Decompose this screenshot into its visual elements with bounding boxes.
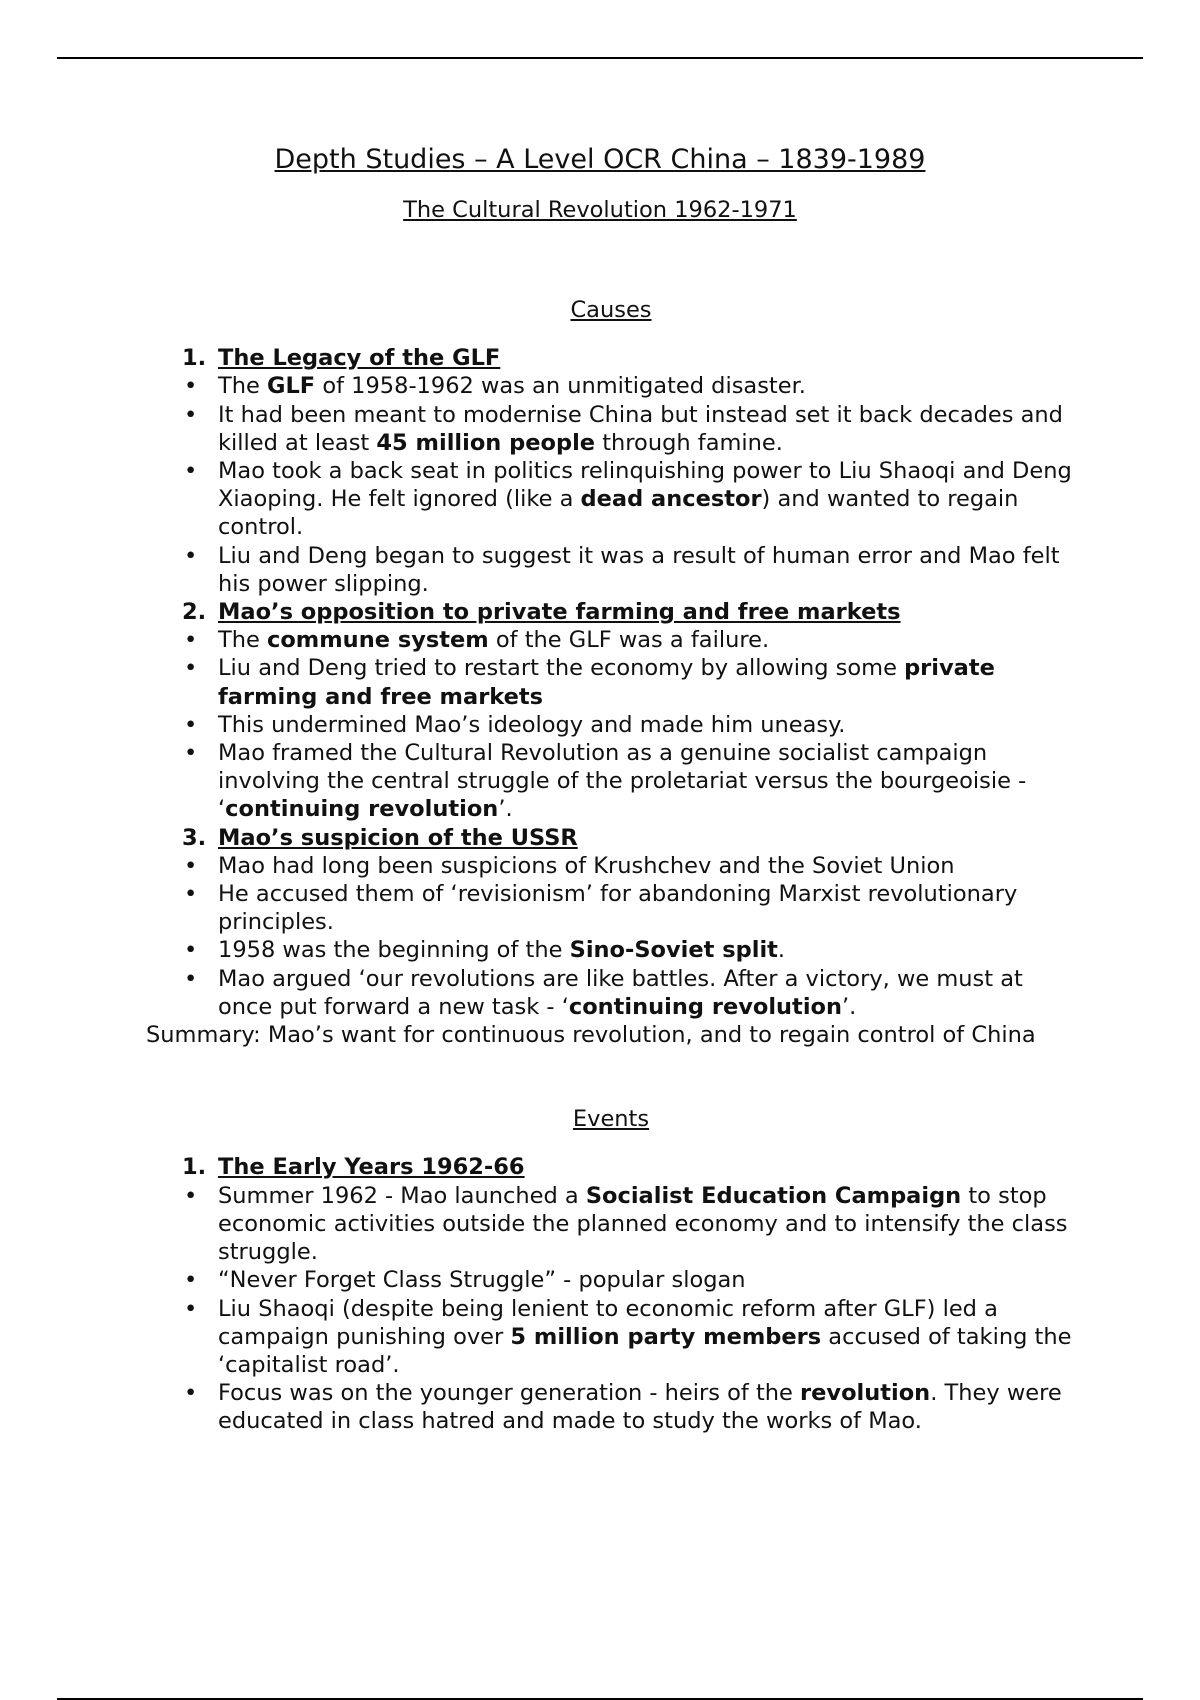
list-item: • Liu and Deng began to suggest it was a result of human error and Mao felt his power slipping. [184, 542, 1060, 597]
top-rule [57, 57, 1143, 59]
document-body [146, 296, 1076, 1436]
list-item: • The commune system of the GLF was a failure. [184, 627, 770, 654]
causes-heading-2: 2. Mao’s opposition to private farming and free markets [182, 599, 901, 626]
list-item: • Mao argued ‘our revolutions are like battles. After a victory, we must at once put forward a new task - ‘continuing revolution’. [184, 965, 1023, 1020]
list-item: • Focus was on the younger generation - heirs of the revolution. They were educated in class hatred and made to study the works of Mao. [184, 1380, 1062, 1435]
list-item: • Summer 1962 - Mao launched a Socialist Education Campaign to stop economic activities outside the planned economy and to intensify the class struggle. [184, 1182, 1068, 1266]
document-subtitle: The Cultural Revolution 1962-1971 [403, 197, 797, 223]
list-item: • The GLF of 1958-1962 was an unmitigated disaster. [184, 373, 806, 400]
list-item: • Liu and Deng tried to restart the economy by allowing some private farming and free markets [184, 655, 995, 710]
document-title: Depth Studies – A Level OCR China – 1839-1989 [274, 144, 926, 175]
section-heading-causes: Causes [570, 297, 652, 323]
list-item: • It had been meant to modernise China but instead set it back decades and killed at least 45 million people through famine. [184, 401, 1063, 456]
list-item: • Mao framed the Cultural Revolution as a genuine socialist campaign involving the central struggle of the proletariat versus the bourgeoisie - ‘continuing revolution’. [184, 740, 1027, 823]
list-item: • 1958 was the beginning of the Sino-Soviet split. [184, 937, 786, 964]
list-item: • This undermined Mao’s ideology and made him uneasy. [184, 711, 846, 738]
causes-heading-1: 1. The Legacy of the GLF [182, 345, 501, 372]
list-item: • Mao had long been suspicions of Krushchev and the Soviet Union [184, 852, 955, 879]
section-heading-events: Events [572, 1106, 650, 1133]
list-item: • Mao took a back seat in politics relinquishing power to Liu Shaoqi and Deng Xiaoping. He felt ignored (like a dead ancestor) and wanted to regain control. [184, 458, 1072, 541]
causes-summary: Summary: Mao’s want for continuous revolution, and to regain control of China [146, 1022, 1036, 1049]
list-item: • Liu Shaoqi (despite being lenient to economic reform after GLF) led a campaign punishing over 5 million party members accused of taking the ‘capitalist road’. [184, 1295, 1072, 1378]
causes-heading-3: 3. Mao’s suspicion of the USSR [182, 824, 578, 851]
list-item: • He accused them of ‘revisionism’ for abandoning Marxist revolutionary principles. [184, 881, 1018, 936]
list-item: • “Never Forget Class Struggle” - popular slogan [184, 1267, 746, 1294]
events-heading-1: 1. The Early Years 1962-66 [182, 1154, 525, 1181]
